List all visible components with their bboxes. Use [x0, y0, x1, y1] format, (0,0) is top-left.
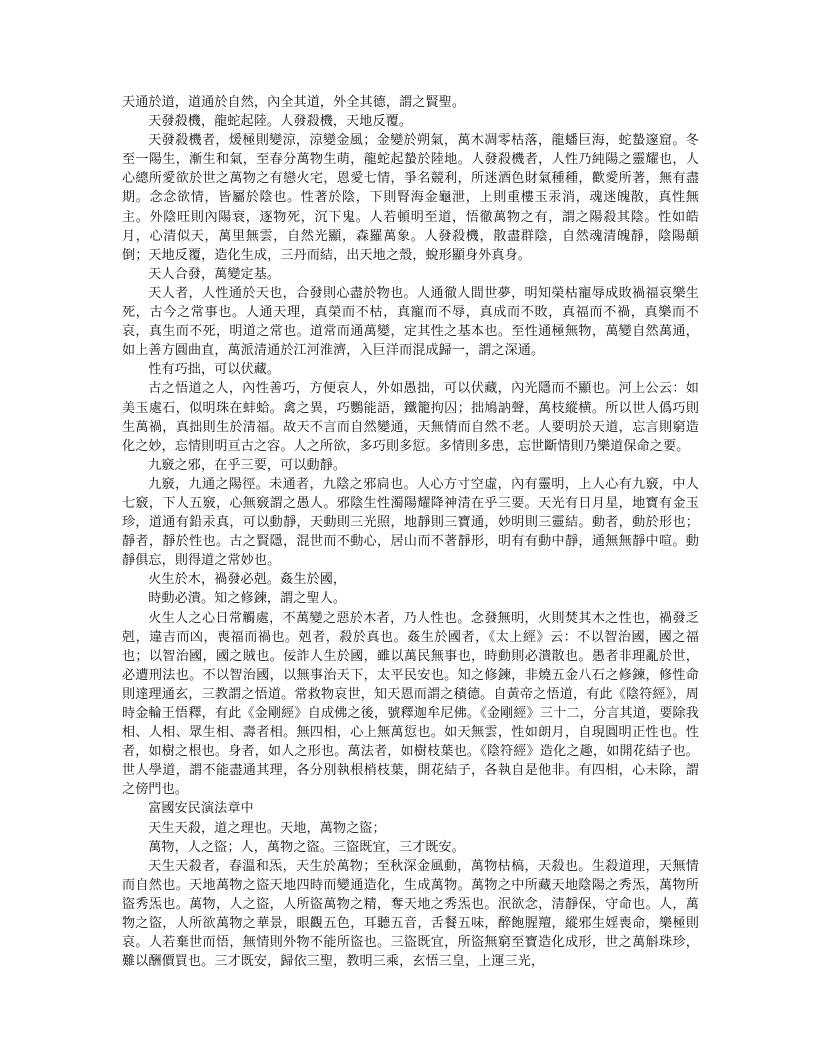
paragraph: 天發殺機者，煖極則變涼，涼變金風；金變於朔氣，萬木凋零枯落，龍蟠巨海，蛇蟄邃窟。冬至一陽生，漸生和氣，至春分萬物生萌，龍蛇起蟄於陸地。人發殺機者，人性乃純陽之靈耀也，人心總所愛欲於世之萬物之有戀火宅，恩愛七情，爭名競利，所迷酒色財氣種種，歡愛所著，無有盡期。念念欲情，皆屬於陰也。性著於陰，下則腎海金龜泄，上則重樓玉汞消，魂迷魄散，真性無主。外陰旺則內陽衰，逐物死，沉下鬼。人若頓明至道，悟徹萬物之有，謂之陽殺其陰。性如皓月，心清似天，萬里無雲，自然光顯，森羅萬象。人發殺機，散盡群陰，自然魂清魄靜，陰陽顛倒；天地反覆，造化生成，三丹而結，出天地之殼，蛻形顯身外真身。 [122, 133, 699, 263]
paragraph: 天通於道，道通於自然，內全其道，外全其德，謂之賢聖。 [122, 95, 466, 110]
paragraph: 萬物，人之盜；人，萬物之盜。三盜既宜，三才既安。 [148, 839, 465, 855]
chapter-heading: 富國安民演法章中 [148, 801, 254, 817]
paragraph: 火生於木，禍發必剋。姦生於國， [148, 572, 347, 588]
paragraph: 古之悟道之人，內性善巧，方便哀人，外如愚拙，可以伏藏，內光隱而不顯也。河上公云：如美玉處石，似明珠在蚌蛤。禽之異，巧鸚能語，鐵籠拘囚；拙鳩訥聲，萬枝縱横。所以世人僞巧則生萬禍，真拙則生於清福。故天不言而自然變通，天無情而自然不老。人要明於天道，忘言則窮造化之妙，忘情則明亘古之容。人之所欲，多巧則多愆。多情則多患，忘世斷情則乃樂道保命之要。 [122, 381, 699, 454]
paragraph: 天生天殺，道之理也。天地，萬物之盜； [148, 820, 386, 836]
paragraph: 天生天殺者，春溫和炁，天生於萬物；至秋深金風動，萬物枯槁，天殺也。生殺道理，天無情而自然也。天地萬物之盜天地四時而變通造化，生成萬物。萬物之中所藏天地陰陽之秀炁，萬物所盜秀炁也。萬物，人之盜，人所盜萬物之精，奪天地之秀炁也。泯欲念，清靜保，守命也。人，萬物之盜，人所欲萬物之華景，眼觀五色，耳聽五音，舌餐五味，醉飽腥羶，縱邪生婬喪命，樂極則哀。人若棄世而悟，無情則外物不能所盜也。三盜既宜，所盜無窮至寶造化成形，世之萬斛珠珍，難以酬價買也。三才既安，歸依三聖，教明三乘，玄悟三皇，上運三光， [122, 858, 699, 970]
paragraph: 性有巧拙，可以伏藏。 [148, 362, 281, 378]
paragraph: 九竅之邪，在乎三要，可以動靜。 [148, 457, 347, 473]
document-page [122, 93, 699, 971]
paragraph: 天人者，人性通於天也，合發則心盡於物也。人通徹人間世夢，明知榮枯寵辱成敗禍福哀樂生死，古今之常事也。人通天理，真榮而不枯，真寵而不辱，真成而不敗，真福而不禍，真樂而不哀，真生而不死，明道之常也。道常而通萬變，定其性之基本也。至性通極無物，萬變自然萬通，如上善方圓曲直，萬派清通於江河淮濟，入巨洋而混成歸一，謂之深通。 [122, 285, 699, 359]
paragraph: 天發殺機，龍蛇起陸。人發殺機，天地反覆。 [148, 114, 413, 130]
paragraph: 天人合發，萬變定基。 [148, 266, 281, 282]
paragraph: 時動必潰。知之修鍊，謂之聖人。 [148, 591, 347, 607]
paragraph: 火生人之心日常觸處，不萬變之惡於木者，乃人性也。念發無明，火則焚其木之性也，禍發乏剋，違吉而凶，喪福而禍也。剋者，殺於真也。姦生於國者，《太上經》云：不以智治國，國之福也；以智治國，國之賊也。佞詐人生於國，雖以萬民無事也，時動則必潰散也。愚者非理亂於世，必遭刑法也。不以智治國，以無事治天下，太平民安也。知之修鍊，非燒五金八石之修鍊，修性命則達理通玄，三教謂之悟道。常救物哀世，知天恩而謂之積德。自黃帝之悟道，有此《陰符經》，周時金輪王悟釋，有此《金剛經》自成佛之後，號釋迦牟尼佛。《金剛經》三十二，分言其道，要除我相、人相、眾生相、壽者相。無四相，心上無萬愆也。如天無雲，性如朗月，自現圓明正性也。性者，如樹之根也。身者，如人之形也。萬法者，如樹枝葉也。《陰符經》造化之趣，如開花結子也。世人學道，謂不能盡通其理，各分別執根梢枝葉，開花結子，各執自是他非。有四相，心未除，謂之傍門也。 [122, 610, 699, 798]
paragraph: 九竅，九通之陽徑。未通者，九陰之邪扃也。人心方寸空虛，內有靈明，上人心有九竅，中人七竅，下人五竅，心無竅謂之愚人。邪陰生性濁陽耀降神清在乎三要。天光有日月星，地寶有金玉珍，道通有鉛汞真，可以動靜，天動則三光照，地靜則三寶通，妙明則三靈結。動者，動於形也；靜者，靜於性也。古之賢隱，混世而不動心，居山而不著靜形，明有有動中靜，通無無靜中喧。動靜俱忘，則得道之常妙也。 [122, 476, 699, 569]
